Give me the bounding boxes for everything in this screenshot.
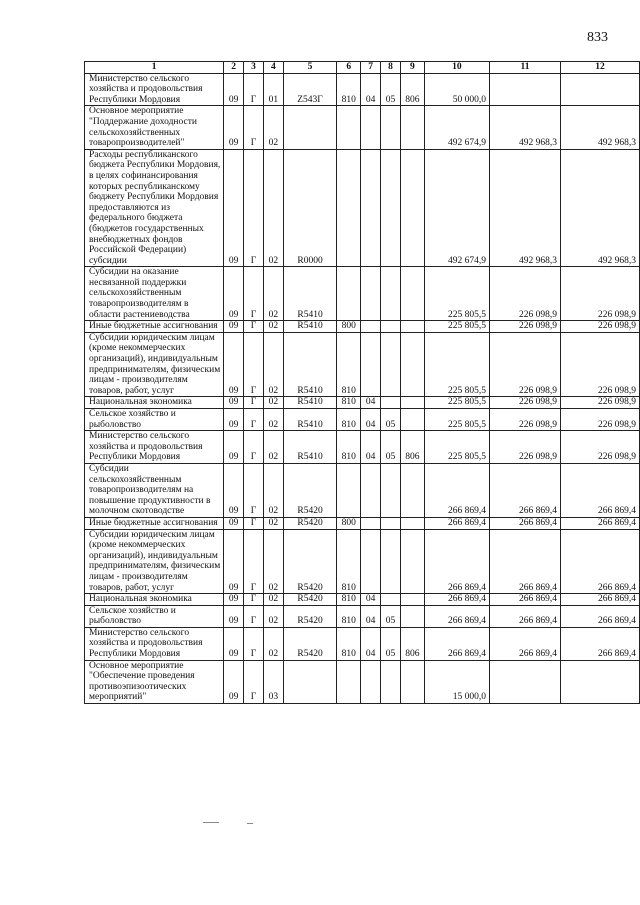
cell-col-3: Г [244, 106, 264, 149]
cell-col-8 [381, 529, 401, 594]
row-name: Национальная экономика [85, 397, 224, 409]
cell-col-11: 266 869,4 [489, 605, 560, 627]
cell-col-8 [381, 321, 401, 333]
cell-col-4: 02 [263, 321, 283, 333]
table-row [85, 605, 640, 627]
cell-col-12: 226 098,9 [561, 431, 640, 464]
cell-col-11: 492 968,3 [489, 106, 560, 149]
cell-col-6 [337, 149, 361, 267]
row-name: Министерство сельского хозяйства и продовольствия Республики Мордовия [85, 73, 224, 106]
cell-col-2: 09 [224, 267, 244, 321]
cell-col-2: 09 [224, 529, 244, 594]
row-name: Иные бюджетные ассигнования [85, 517, 224, 529]
cell-col-9 [400, 517, 424, 529]
cell-col-12: 266 869,4 [561, 517, 640, 529]
column-header: 10 [424, 62, 489, 74]
cell-col-12: 266 869,4 [561, 627, 640, 660]
cell-col-7 [361, 106, 381, 149]
cell-col-9 [400, 321, 424, 333]
cell-col-5: R5410 [283, 431, 337, 464]
cell-col-10: 266 869,4 [424, 463, 489, 517]
cell-col-12: 226 098,9 [561, 397, 640, 409]
cell-col-10: 225 805,5 [424, 431, 489, 464]
cell-col-12 [561, 73, 640, 106]
cell-col-5 [283, 660, 337, 703]
table-row [85, 397, 640, 409]
cell-col-7 [361, 267, 381, 321]
cell-col-3: Г [244, 605, 264, 627]
cell-col-10: 266 869,4 [424, 605, 489, 627]
scan-mark [203, 822, 219, 823]
cell-col-5: R5410 [283, 267, 337, 321]
row-name: Министерство сельского хозяйства и продовольствия Республики Мордовия [85, 431, 224, 464]
cell-col-2: 09 [224, 431, 244, 464]
cell-col-2: 09 [224, 627, 244, 660]
cell-col-11: 226 098,9 [489, 267, 560, 321]
cell-col-7: 04 [361, 397, 381, 409]
cell-col-10: 225 805,5 [424, 321, 489, 333]
cell-col-3: Г [244, 660, 264, 703]
table-row [85, 517, 640, 529]
cell-col-10: 50 000,0 [424, 73, 489, 106]
cell-col-4: 02 [263, 529, 283, 594]
cell-col-5: R5420 [283, 517, 337, 529]
cell-col-7: 04 [361, 73, 381, 106]
cell-col-11: 226 098,9 [489, 397, 560, 409]
cell-col-9 [400, 660, 424, 703]
cell-col-6: 800 [337, 517, 361, 529]
column-header: 11 [489, 62, 560, 74]
cell-col-8 [381, 397, 401, 409]
cell-col-2: 09 [224, 73, 244, 106]
budget-table [84, 61, 640, 704]
cell-col-8: 05 [381, 627, 401, 660]
row-name: Субсидии на оказание несвязанной поддержки сельскохозяйственным товаропроизводителям в области растениеводства [85, 267, 224, 321]
cell-col-6 [337, 106, 361, 149]
cell-col-2: 09 [224, 594, 244, 606]
cell-col-3: Г [244, 397, 264, 409]
cell-col-7: 04 [361, 409, 381, 431]
cell-col-3: Г [244, 332, 264, 397]
cell-col-4: 01 [263, 73, 283, 106]
cell-col-2: 09 [224, 149, 244, 267]
cell-col-3: Г [244, 517, 264, 529]
cell-col-10: 492 674,9 [424, 106, 489, 149]
cell-col-12 [561, 660, 640, 703]
cell-col-11: 266 869,4 [489, 529, 560, 594]
cell-col-4: 02 [263, 397, 283, 409]
cell-col-5: Z543Г [283, 73, 337, 106]
table-row [85, 332, 640, 397]
column-header: 3 [244, 62, 264, 74]
cell-col-9 [400, 397, 424, 409]
cell-col-11: 266 869,4 [489, 627, 560, 660]
row-name: Основное мероприятие "Поддержание доходности сельскохозяйственных товаропроизводителей" [85, 106, 224, 149]
cell-col-6: 810 [337, 594, 361, 606]
cell-col-11: 226 098,9 [489, 332, 560, 397]
column-header: 4 [263, 62, 283, 74]
cell-col-5: R0000 [283, 149, 337, 267]
cell-col-10: 225 805,5 [424, 397, 489, 409]
cell-col-5: R5410 [283, 321, 337, 333]
cell-col-7 [361, 463, 381, 517]
cell-col-7 [361, 332, 381, 397]
cell-col-2: 09 [224, 106, 244, 149]
table-row [85, 106, 640, 149]
cell-col-3: Г [244, 321, 264, 333]
cell-col-4: 02 [263, 409, 283, 431]
cell-col-2: 09 [224, 321, 244, 333]
cell-col-8 [381, 332, 401, 397]
cell-col-9 [400, 409, 424, 431]
cell-col-10: 492 674,9 [424, 149, 489, 267]
cell-col-5: R5420 [283, 627, 337, 660]
table-row [85, 529, 640, 594]
cell-col-2: 09 [224, 660, 244, 703]
cell-col-3: Г [244, 149, 264, 267]
cell-col-4: 02 [263, 517, 283, 529]
row-name: Сельское хозяйство и рыболовство [85, 409, 224, 431]
cell-col-9 [400, 106, 424, 149]
cell-col-9 [400, 149, 424, 267]
cell-col-11: 226 098,9 [489, 321, 560, 333]
column-header: 8 [381, 62, 401, 74]
cell-col-11: 226 098,9 [489, 431, 560, 464]
cell-col-9 [400, 594, 424, 606]
cell-col-8: 05 [381, 409, 401, 431]
cell-col-6 [337, 660, 361, 703]
cell-col-6: 810 [337, 431, 361, 464]
cell-col-4: 02 [263, 332, 283, 397]
table-row [85, 149, 640, 267]
cell-col-8 [381, 106, 401, 149]
cell-col-12: 266 869,4 [561, 463, 640, 517]
cell-col-6: 810 [337, 332, 361, 397]
table-row [85, 627, 640, 660]
cell-col-6 [337, 267, 361, 321]
row-name: Основное мероприятие "Обеспечение проведения противоэпизоотических мероприятий" [85, 660, 224, 703]
cell-col-3: Г [244, 431, 264, 464]
cell-col-7 [361, 321, 381, 333]
column-header: 9 [400, 62, 424, 74]
cell-col-11: 266 869,4 [489, 517, 560, 529]
table-row [85, 267, 640, 321]
row-name: Иные бюджетные ассигнования [85, 321, 224, 333]
cell-col-5: R5420 [283, 605, 337, 627]
cell-col-11: 226 098,9 [489, 409, 560, 431]
cell-col-11 [489, 73, 560, 106]
cell-col-5: R5420 [283, 463, 337, 517]
cell-col-12: 492 968,3 [561, 149, 640, 267]
cell-col-3: Г [244, 409, 264, 431]
cell-col-7 [361, 660, 381, 703]
cell-col-8: 05 [381, 431, 401, 464]
cell-col-6: 810 [337, 409, 361, 431]
cell-col-12: 226 098,9 [561, 409, 640, 431]
cell-col-6 [337, 463, 361, 517]
table-row [85, 73, 640, 106]
cell-col-9: 806 [400, 73, 424, 106]
cell-col-9 [400, 267, 424, 321]
row-name: Субсидии юридическим лицам (кроме некоммерческих организаций), индивидуальным предпринимателям, физическим лицам - производителям товаров, работ, услуг [85, 332, 224, 397]
cell-col-2: 09 [224, 397, 244, 409]
cell-col-9 [400, 332, 424, 397]
cell-col-3: Г [244, 463, 264, 517]
cell-col-8 [381, 660, 401, 703]
cell-col-5: R5420 [283, 529, 337, 594]
table-header-row [85, 62, 640, 74]
cell-col-7: 04 [361, 605, 381, 627]
cell-col-7: 04 [361, 594, 381, 606]
cell-col-5: R5410 [283, 332, 337, 397]
cell-col-10: 266 869,4 [424, 517, 489, 529]
column-header: 1 [85, 62, 224, 74]
cell-col-8 [381, 517, 401, 529]
cell-col-11 [489, 660, 560, 703]
row-name: Субсидии сельскохозяйственным товаропроизводителям на повышение продуктивности в молочном скотоводстве [85, 463, 224, 517]
table-row [85, 409, 640, 431]
cell-col-2: 09 [224, 332, 244, 397]
column-header: 12 [561, 62, 640, 74]
cell-col-7: 04 [361, 431, 381, 464]
cell-col-6: 810 [337, 627, 361, 660]
column-header: 6 [337, 62, 361, 74]
cell-col-2: 09 [224, 605, 244, 627]
cell-col-6: 810 [337, 529, 361, 594]
row-name: Сельское хозяйство и рыболовство [85, 605, 224, 627]
cell-col-3: Г [244, 627, 264, 660]
cell-col-8 [381, 594, 401, 606]
cell-col-12: 266 869,4 [561, 594, 640, 606]
cell-col-5 [283, 106, 337, 149]
cell-col-4: 02 [263, 463, 283, 517]
cell-col-7 [361, 517, 381, 529]
cell-col-6: 810 [337, 397, 361, 409]
cell-col-6: 810 [337, 73, 361, 106]
row-name: Министерство сельского хозяйства и продовольствия Республики Мордовия [85, 627, 224, 660]
cell-col-2: 09 [224, 463, 244, 517]
row-name: Субсидии юридическим лицам (кроме некоммерческих организаций), индивидуальным предпринимателям, физическим лицам - производителям товаров, работ, услуг [85, 529, 224, 594]
cell-col-8 [381, 267, 401, 321]
table-row [85, 321, 640, 333]
column-header: 5 [283, 62, 337, 74]
row-name: Национальная экономика [85, 594, 224, 606]
cell-col-5: R5410 [283, 397, 337, 409]
cell-col-11: 266 869,4 [489, 594, 560, 606]
cell-col-4: 02 [263, 431, 283, 464]
cell-col-7 [361, 149, 381, 267]
cell-col-9: 806 [400, 431, 424, 464]
cell-col-12: 266 869,4 [561, 605, 640, 627]
table-row [85, 431, 640, 464]
cell-col-9 [400, 605, 424, 627]
cell-col-8 [381, 149, 401, 267]
column-header: 7 [361, 62, 381, 74]
cell-col-9: 806 [400, 627, 424, 660]
cell-col-10: 225 805,5 [424, 332, 489, 397]
cell-col-5: R5410 [283, 409, 337, 431]
cell-col-6: 800 [337, 321, 361, 333]
cell-col-12: 226 098,9 [561, 321, 640, 333]
cell-col-6: 810 [337, 605, 361, 627]
cell-col-2: 09 [224, 517, 244, 529]
table-row [85, 594, 640, 606]
cell-col-2: 09 [224, 409, 244, 431]
cell-col-10: 15 000,0 [424, 660, 489, 703]
cell-col-3: Г [244, 529, 264, 594]
cell-col-8: 05 [381, 73, 401, 106]
cell-col-3: Г [244, 267, 264, 321]
cell-col-12: 492 968,3 [561, 106, 640, 149]
cell-col-4: 02 [263, 267, 283, 321]
cell-col-11: 266 869,4 [489, 463, 560, 517]
cell-col-3: Г [244, 73, 264, 106]
column-header: 2 [224, 62, 244, 74]
cell-col-10: 266 869,4 [424, 529, 489, 594]
cell-col-11: 492 968,3 [489, 149, 560, 267]
cell-col-7: 04 [361, 627, 381, 660]
cell-col-10: 266 869,4 [424, 627, 489, 660]
cell-col-12: 266 869,4 [561, 529, 640, 594]
scan-mark [247, 823, 253, 824]
cell-col-4: 02 [263, 106, 283, 149]
cell-col-12: 226 098,9 [561, 267, 640, 321]
cell-col-4: 02 [263, 149, 283, 267]
cell-col-8: 05 [381, 605, 401, 627]
cell-col-8 [381, 463, 401, 517]
cell-col-10: 266 869,4 [424, 594, 489, 606]
cell-col-4: 02 [263, 627, 283, 660]
cell-col-4: 02 [263, 594, 283, 606]
table-row [85, 463, 640, 517]
table-row [85, 660, 640, 703]
cell-col-9 [400, 463, 424, 517]
cell-col-4: 03 [263, 660, 283, 703]
cell-col-7 [361, 529, 381, 594]
cell-col-3: Г [244, 594, 264, 606]
row-name: Расходы республиканского бюджета Республики Мордовия, в целях софинансирования которых республиканскому бюджету Республики Мордовия предоставляются из федерального бюджета (бюджетов государственных внебюджетных фондов Российской Федерации) субсидии [85, 149, 224, 267]
cell-col-10: 225 805,5 [424, 409, 489, 431]
page-number: 833 [587, 30, 608, 45]
cell-col-5: R5420 [283, 594, 337, 606]
cell-col-9 [400, 529, 424, 594]
cell-col-10: 225 805,5 [424, 267, 489, 321]
cell-col-4: 02 [263, 605, 283, 627]
cell-col-12: 226 098,9 [561, 332, 640, 397]
